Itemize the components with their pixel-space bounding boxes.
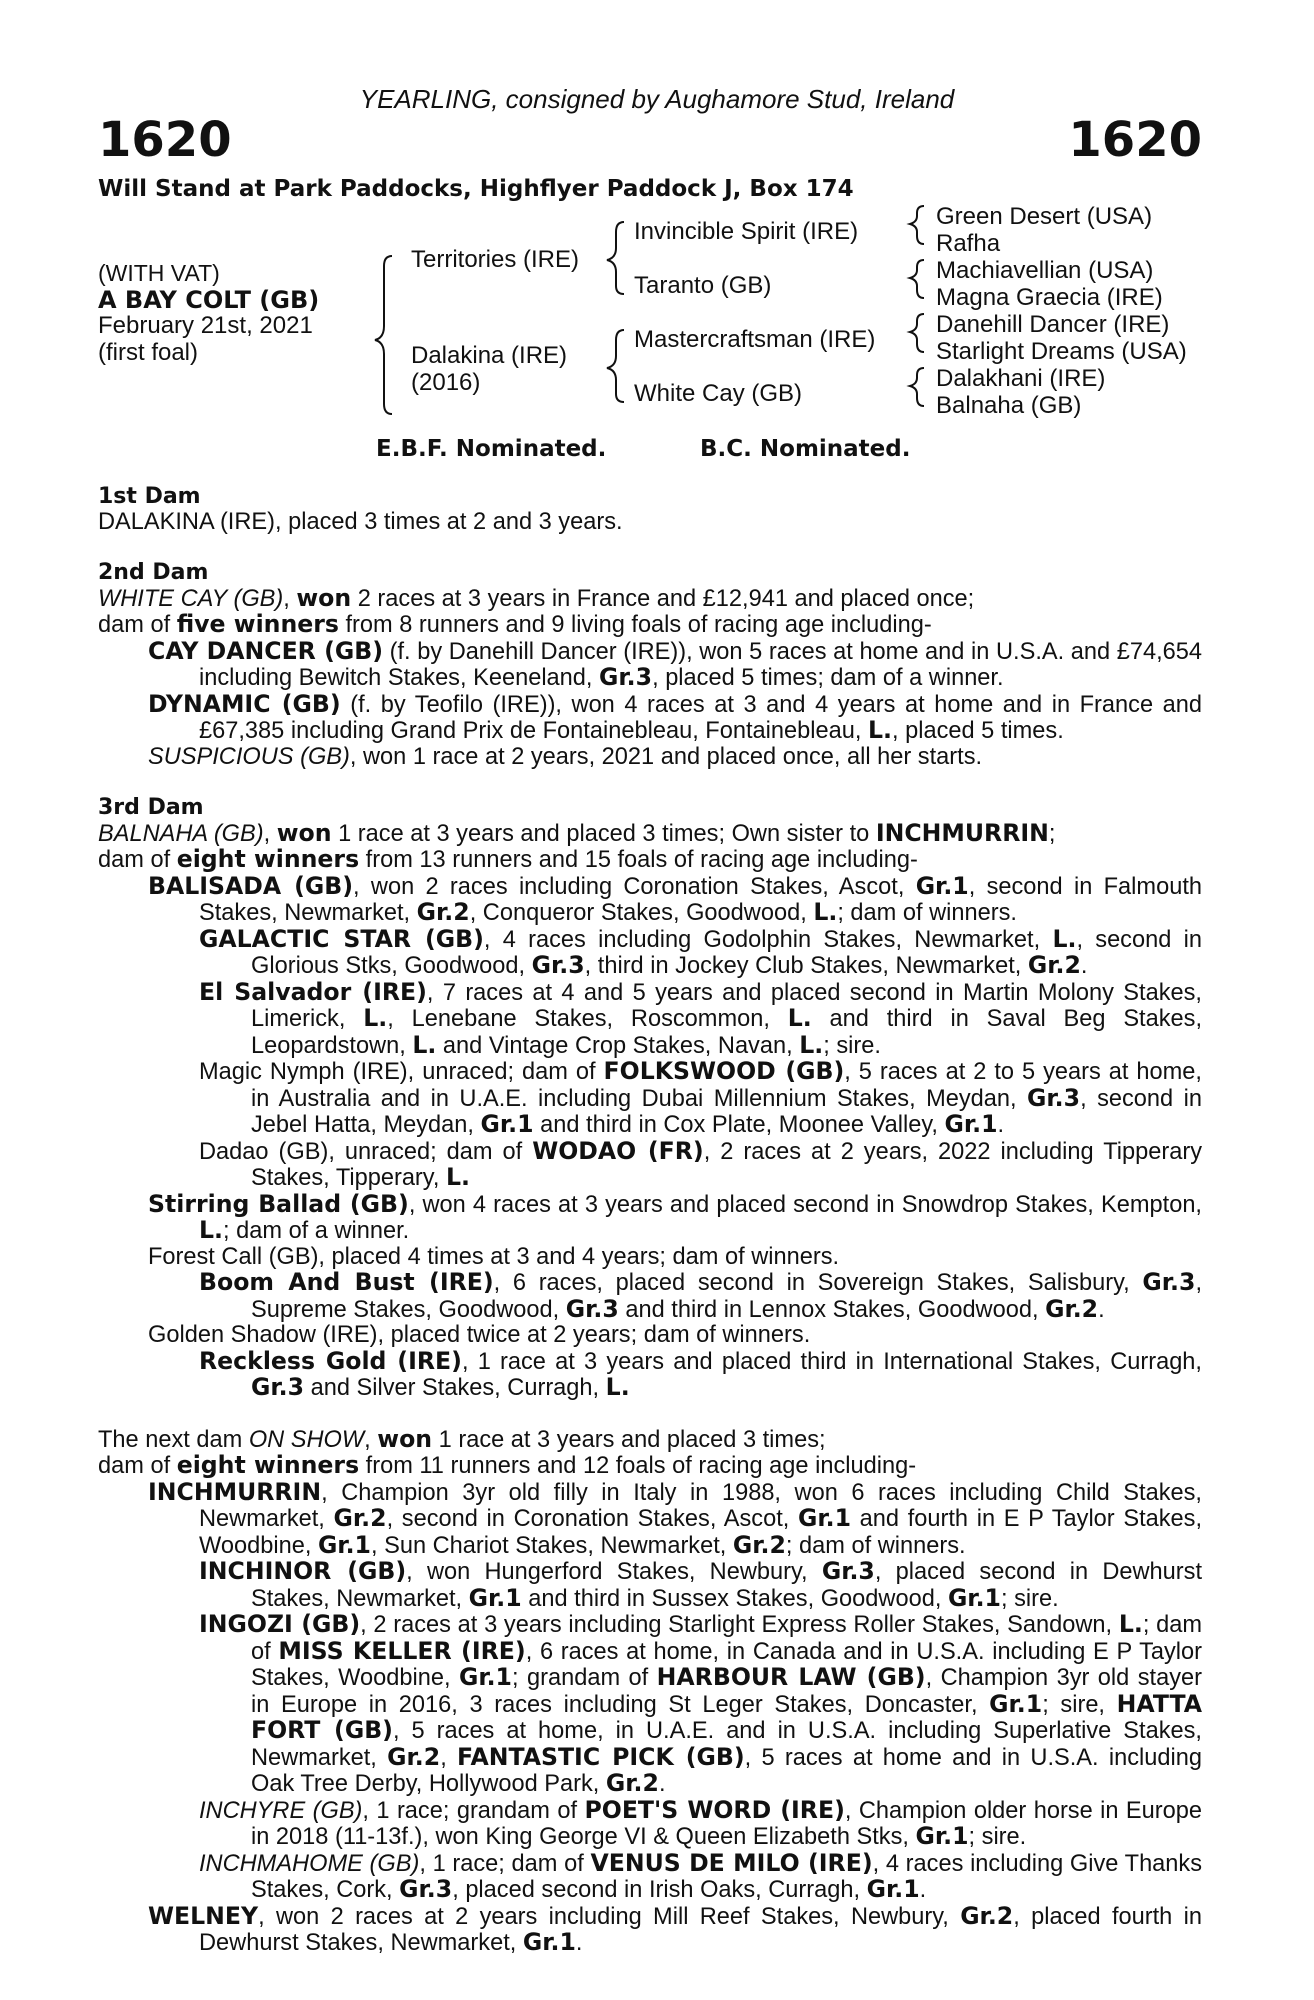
progeny-entry: INCHYRE (GB), 1 race; grandam of POET'S WORD (IRE), Champion older horse in Europe in 2018 (11-13f.), won King George VI & Queen Elizabeth Stks, Gr.1; sire. xyxy=(199,1795,1203,1850)
second-dam-heading: 2nd Dam xyxy=(98,560,209,585)
dam-dam: White Cay (GB) xyxy=(634,380,803,407)
horse-name: A BAY COLT (GB) xyxy=(98,286,320,314)
foal-note: (first foal) xyxy=(98,339,199,366)
progeny-entry: WELNEY, won 2 races at 2 years including Mill Reef Stakes, Newbury, Gr.2, placed fourth in Dewhurst Stakes, Newmarket, Gr.1. xyxy=(148,1901,1202,1956)
third-dam-line-2: dam of eight winners from 13 runners and 15 foals of racing age including- xyxy=(98,845,918,873)
grandparent-5: Danehill Dancer (IRE) xyxy=(936,311,1170,338)
consignor-line: YEARLING, consigned by Aughamore Stud, Ireland xyxy=(359,84,955,114)
progeny-entry: INCHINOR (GB), won Hungerford Stakes, Newbury, Gr.3, placed second in Dewhurst Stakes, Newmarket, Gr.1 and third in Sussex Stakes, Goodwood, Gr.1; sire. xyxy=(199,1557,1202,1612)
progeny-entry: GALACTIC STAR (GB), 4 races including Godolphin Stakes, Newmarket, L., second in Glorious Stks, Goodwood, Gr.3, third in Jockey Club Stakes, Newmarket, Gr.2. xyxy=(199,924,1202,979)
grandparent-7: Dalakhani (IRE) xyxy=(936,365,1106,392)
second-dam-line-2: dam of five winners from 8 runners and 9 living foals of racing age including- xyxy=(98,610,932,638)
progeny-entry: INCHMURRIN, Champion 3yr old filly in Italy in 1988, won 6 races including Child Stakes, Newmarket, Gr.2, second in Coronation Stakes, Ascot, Gr.1 and fourth in E P Taylor Stakes, Woodbine, Gr.1, Sun Chariot Stakes, Newmarket, Gr.2; dam of winners. xyxy=(148,1477,1203,1559)
ebf-nomination: E.B.F. Nominated. xyxy=(376,436,607,462)
third-dam-heading: 3rd Dam xyxy=(98,795,204,820)
sire-dam: Taranto (GB) xyxy=(634,272,772,299)
grandparent-4: Magna Graecia (IRE) xyxy=(936,284,1163,311)
second-dam-line-1: WHITE CAY (GB), won 2 races at 3 years in France and £12,941 and placed once; xyxy=(98,583,975,612)
next-dam-line-2: dam of eight winners from 11 runners and 12 foals of racing age including- xyxy=(98,1451,917,1479)
vat-note: (WITH VAT) xyxy=(98,260,220,286)
progeny-entry: SUSPICIOUS (GB), won 1 race at 2 years, 2021 and placed once, all her starts. xyxy=(148,743,983,770)
progeny-entry: El Salvador (IRE), 7 races at 4 and 5 years and placed second in Martin Molony Stakes, Limerick, L., Lenebane Stakes, Roscommon, L. and third in Saval Beg Stakes, Leopardstown, L. and Vintage Crop Stakes, Navan, L.; sire. xyxy=(199,977,1203,1059)
progeny-entry: DYNAMIC (GB) (f. by Teofilo (IRE)), won 4 races at 3 and 4 years at home and in France and £67,385 including Grand Prix de Fontainebleau, Fontainebleau, L., placed 5 times. xyxy=(148,689,1202,744)
sire: Territories (IRE) xyxy=(411,246,580,273)
progeny-entry: INGOZI (GB), 2 races at 3 years including Starlight Express Roller Stakes, Sandown, L.; dam of MISS KELLER (IRE), 6 races at home, in Canada and in U.S.A. including E P Taylor Stakes, Woodbine, Gr.1; grandam of HARBOUR LAW (GB), Champion 3yr old stayer in Europe in 2016, 3 races including St Leger Stakes, Doncaster, Gr.1; sire, HATTA FORT (GB), 5 races at home, in U.A.E. and in U.S.A. including Superlative Stakes, Newmarket, Gr.2, FANTASTIC PICK (GB), 5 races at home and in U.S.A. including Oak Tree Derby, Hollywood Park, Gr.2. xyxy=(199,1610,1203,1797)
progeny-entry: Stirring Ballad (GB), won 4 races at 3 years and placed second in Snowdrop Stakes, Kempton, L.; dam of a winner. xyxy=(148,1189,1202,1244)
progeny-entry: Reckless Gold (IRE), 1 race at 3 years and placed third in International Stakes, Curragh, Gr.3 and Silver Stakes, Curragh, L. xyxy=(199,1346,1202,1401)
grandparent-2: Rafha xyxy=(936,230,1001,257)
lot-number-right: 1620 xyxy=(1068,112,1202,168)
sire-sire: Invincible Spirit (IRE) xyxy=(634,218,859,245)
bc-nomination: B.C. Nominated. xyxy=(700,436,911,462)
first-dam-entry: DALAKINA (IRE), placed 3 times at 2 and 3 years. xyxy=(98,508,623,535)
dam-sire: Mastercraftsman (IRE) xyxy=(634,326,876,353)
lot-number-left: 1620 xyxy=(98,112,232,168)
grandparent-1: Green Desert (USA) xyxy=(936,203,1153,230)
progeny-entry: CAY DANCER (GB) (f. by Danehill Dancer (IRE)), won 5 races at home and in U.S.A. and £74,654 including Bewitch Stakes, Keeneland, Gr.3, placed 5 times; dam of a winner. xyxy=(148,636,1203,691)
first-dam-heading: 1st Dam xyxy=(98,484,201,509)
dam: Dalakina (IRE) xyxy=(411,342,568,369)
progeny-entry: Boom And Bust (IRE), 6 races, placed second in Sovereign Stakes, Salisbury, Gr.3, Supreme Stakes, Goodwood, Gr.3 and third in Lennox Stakes, Goodwood, Gr.2. xyxy=(199,1268,1202,1323)
foaling-date: February 21st, 2021 xyxy=(98,312,313,339)
grandparent-8: Balnaha (GB) xyxy=(936,392,1082,419)
grandparent-6: Starlight Dreams (USA) xyxy=(936,338,1187,365)
next-dam-line-1: The next dam ON SHOW, won 1 race at 3 years and placed 3 times; xyxy=(98,1424,826,1453)
stand-location: Will Stand at Park Paddocks, Highflyer Paddock J, Box 174 xyxy=(98,176,854,202)
progeny-entry: Magic Nymph (IRE), unraced; dam of FOLKSWOOD (GB), 5 races at 2 to 5 years at home, in Australia and in U.A.E. including Dubai Millennium Stakes, Meydan, Gr.3, second in Jebel Hatta, Meydan, Gr.1 and third in Cox Plate, Moonee Valley, Gr.1. xyxy=(199,1057,1202,1138)
progeny-entry: BALISADA (GB), won 2 races including Coronation Stakes, Ascot, Gr.1, second in Falmouth Stakes, Newmarket, Gr.2, Conqueror Stakes, Goodwood, L.; dam of winners. xyxy=(148,871,1202,926)
progeny-entry: Dadao (GB), unraced; dam of WODAO (FR), 2 races at 2 years, 2022 including Tipperary Stakes, Tipperary, L. xyxy=(199,1136,1202,1191)
third-dam-line-1: BALNAHA (GB), won 1 race at 3 years and placed 3 times; Own sister to INCHMURRIN; xyxy=(98,818,1056,847)
grandparent-3: Machiavellian (USA) xyxy=(936,257,1154,284)
progeny-entry: INCHMAHOME (GB), 1 race; dam of VENUS DE MILO (IRE), 4 races including Give Thanks Stakes, Cork, Gr.3, placed second in Irish Oaks, Curragh, Gr.1. xyxy=(199,1848,1203,1903)
catalogue-body xyxy=(98,484,1202,1957)
progeny-entry: Forest Call (GB), placed 4 times at 3 and 4 years; dam of winners. xyxy=(148,1243,840,1270)
progeny-entry: Golden Shadow (IRE), placed twice at 2 years; dam of winners. xyxy=(148,1322,811,1348)
dam-year: (2016) xyxy=(411,369,481,396)
